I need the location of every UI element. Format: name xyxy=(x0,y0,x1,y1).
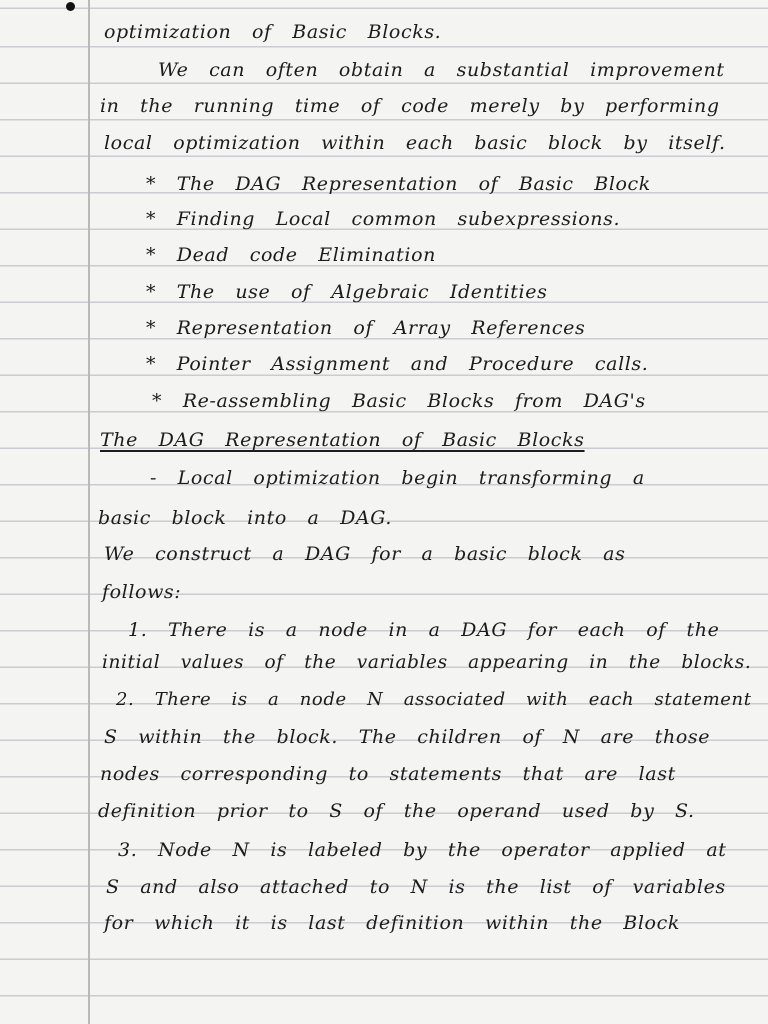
text-line: for which it is last definition within the Block xyxy=(104,912,680,934)
margin-line xyxy=(88,0,90,1024)
bullet-item: * Re-assembling Basic Blocks from DAG's xyxy=(152,390,646,412)
bullet-item: * The use of Algebraic Identities xyxy=(146,281,548,303)
text-line: in the running time of code merely by performing xyxy=(100,95,720,117)
text-line: definition prior to S of the operand used by S. xyxy=(98,800,695,822)
numbered-item-2: 2. There is a node N associated with each statement xyxy=(116,689,752,710)
heading-optimization-of-basic-blocks: optimization of Basic Blocks. xyxy=(104,21,442,43)
text-line: S and also attached to N is the list of variables xyxy=(106,876,726,898)
numbered-item-3: 3. Node N is labeled by the operator applied at xyxy=(118,839,727,861)
text-line: initial values of the variables appearing in the blocks. xyxy=(102,652,752,673)
text-line: local optimization within each basic block by itself. xyxy=(104,132,726,154)
bullet-item: * Pointer Assignment and Procedure calls. xyxy=(146,353,649,375)
text-line: We construct a DAG for a basic block as xyxy=(104,543,626,565)
bullet-item: * Finding Local common subexpressions. xyxy=(146,208,621,230)
text-line: S within the block. The children of N are those xyxy=(104,726,711,748)
text-line: We can often obtain a substantial improvement xyxy=(158,59,725,81)
text-line: follows: xyxy=(102,581,182,603)
bullet-item: * The DAG Representation of Basic Block xyxy=(146,173,651,195)
text-line: - Local optimization begin transforming a xyxy=(150,467,645,489)
bullet-item: * Dead code Elimination xyxy=(146,244,436,266)
binder-hole xyxy=(66,2,75,11)
section-heading-dag-representation: The DAG Representation of Basic Blocks xyxy=(100,429,585,451)
text-line: basic block into a DAG. xyxy=(98,507,392,529)
numbered-item-1: 1. There is a node in a DAG for each of the xyxy=(128,619,720,641)
bullet-item: * Representation of Array References xyxy=(146,317,586,339)
text-line: nodes corresponding to statements that are last xyxy=(100,763,676,785)
